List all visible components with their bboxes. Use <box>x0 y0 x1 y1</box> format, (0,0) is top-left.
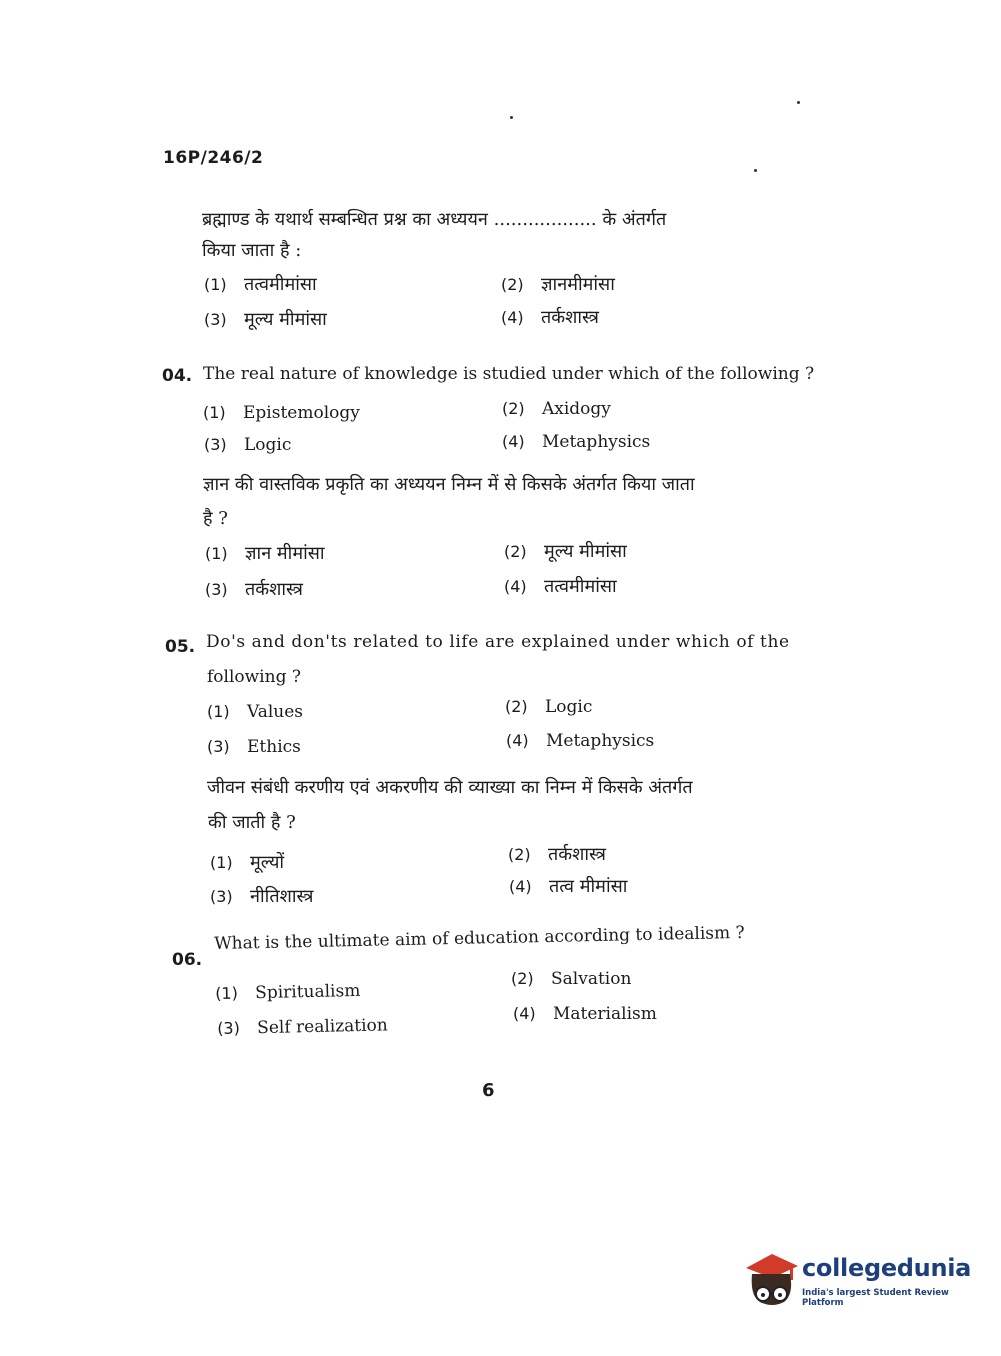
option-4[interactable] <box>513 1004 657 1024</box>
option-text: Axidogy <box>542 399 611 419</box>
option-text: तत्वमीमांसा <box>244 274 317 295</box>
option-3[interactable] <box>204 307 327 331</box>
option-text: Logic <box>244 435 292 455</box>
option-number: (2) <box>501 275 524 294</box>
option-1-hindi[interactable] <box>210 850 284 874</box>
option-1[interactable] <box>204 272 317 296</box>
option-number: (2) <box>508 845 531 864</box>
option-3[interactable] <box>207 737 301 757</box>
question-text-line: Do's and don'ts related to life are explained under which of the <box>206 632 790 652</box>
option-number: (3) <box>207 737 230 756</box>
option-number: (3) <box>210 887 233 906</box>
option-4[interactable] <box>506 731 654 751</box>
question-text-line: following ? <box>207 667 301 687</box>
option-number: (3) <box>204 435 227 454</box>
option-text: ज्ञान मीमांसा <box>245 543 325 564</box>
option-number: (1) <box>205 544 228 563</box>
option-2-hindi[interactable] <box>508 842 606 866</box>
option-4[interactable] <box>502 432 650 452</box>
question-number: 04. <box>162 366 193 386</box>
option-number: (4) <box>502 432 525 451</box>
option-number: (3) <box>204 310 227 329</box>
option-text: Salvation <box>551 969 632 989</box>
option-text: तर्कशास्त्र <box>541 307 599 328</box>
question-text: What is the ultimate aim of education according to idealism ? <box>214 922 745 954</box>
option-text: मूल्य मीमांसा <box>244 309 327 330</box>
logo-tagline: India's largest Student Review Platform <box>802 1288 949 1308</box>
question-number: 06. <box>172 950 203 970</box>
option-text: Epistemology <box>243 403 360 423</box>
option-text: Ethics <box>247 737 301 757</box>
option-number: (4) <box>501 308 524 327</box>
option-text: Logic <box>545 697 593 717</box>
option-text: तर्कशास्त्र <box>548 844 606 865</box>
option-number: (1) <box>207 702 230 721</box>
option-text: Metaphysics <box>546 731 655 751</box>
option-number: (4) <box>513 1004 536 1023</box>
option-text: Metaphysics <box>542 432 651 452</box>
logo-wordmark: collegedunia <box>802 1254 972 1282</box>
option-4[interactable] <box>501 305 599 329</box>
option-text: तर्कशास्त्र <box>245 579 303 600</box>
option-number: (1) <box>203 403 226 422</box>
option-text: Values <box>247 702 304 722</box>
question-number: 05. <box>165 637 196 657</box>
option-number: (2) <box>504 542 527 561</box>
option-text: Self realization <box>256 1015 388 1039</box>
option-number: (4) <box>509 877 532 896</box>
question-text-hindi-line: ज्ञान की वास्तविक प्रकृति का अध्ययन निम्न में से किसके अंतर्गत किया जाता <box>203 474 695 495</box>
option-text: Spiritualism <box>254 980 361 1004</box>
option-text: Materialism <box>553 1004 657 1024</box>
option-number: (2) <box>511 969 534 988</box>
option-number: (3) <box>217 1018 241 1038</box>
option-2-hindi[interactable] <box>504 539 627 563</box>
option-3[interactable] <box>204 435 291 455</box>
option-4-hindi[interactable] <box>509 874 627 898</box>
option-3-hindi[interactable] <box>210 884 313 908</box>
option-number: (4) <box>506 731 529 750</box>
paper-code: 16P/246/2 <box>163 148 264 168</box>
option-number: (1) <box>204 275 227 294</box>
question-text: The real nature of knowledge is studied under which of the following ? <box>203 364 815 384</box>
collegedunia-logo[interactable] <box>742 1250 972 1314</box>
option-number: (1) <box>215 983 239 1003</box>
option-1[interactable] <box>203 403 360 423</box>
option-text: तत्व मीमांसा <box>549 876 628 897</box>
option-number: (2) <box>505 697 528 716</box>
option-1-hindi[interactable] <box>205 541 325 565</box>
option-1[interactable] <box>207 702 303 722</box>
page-number: 6 <box>482 1080 495 1101</box>
option-text: ज्ञानमीमांसा <box>541 274 615 295</box>
question-text-line: ब्रह्माण्ड के यथार्थ सम्बन्धित प्रश्न का अध्ययन .................. के अंतर्गत <box>202 209 667 230</box>
scan-speck <box>510 116 513 119</box>
question-text-hindi-line: है ? <box>203 508 228 529</box>
option-3-hindi[interactable] <box>205 577 303 601</box>
scan-speck <box>754 169 757 172</box>
option-text: नीतिशास्त्र <box>250 886 314 907</box>
scan-speck <box>797 101 800 104</box>
option-1[interactable] <box>215 981 361 1004</box>
option-4-hindi[interactable] <box>504 574 617 598</box>
question-text-line: किया जाता है : <box>202 240 302 261</box>
option-2[interactable] <box>501 272 615 296</box>
mascot-icon <box>742 1250 802 1314</box>
option-3[interactable] <box>217 1015 388 1039</box>
option-2[interactable] <box>511 969 631 989</box>
option-number: (2) <box>502 399 525 418</box>
option-number: (3) <box>205 580 228 599</box>
option-2[interactable] <box>502 399 611 419</box>
option-text: मूल्यों <box>250 852 285 873</box>
option-2[interactable] <box>505 697 592 717</box>
question-text-hindi-line: जीवन संबंधी करणीय एवं अकरणीय की व्याख्या का निम्न में किसके अंतर्गत <box>207 777 693 798</box>
option-number: (4) <box>504 577 527 596</box>
option-number: (1) <box>210 853 233 872</box>
option-text: तत्वमीमांसा <box>544 576 617 597</box>
option-text: मूल्य मीमांसा <box>544 541 627 562</box>
question-text-hindi-line: की जाती है ? <box>208 812 296 833</box>
